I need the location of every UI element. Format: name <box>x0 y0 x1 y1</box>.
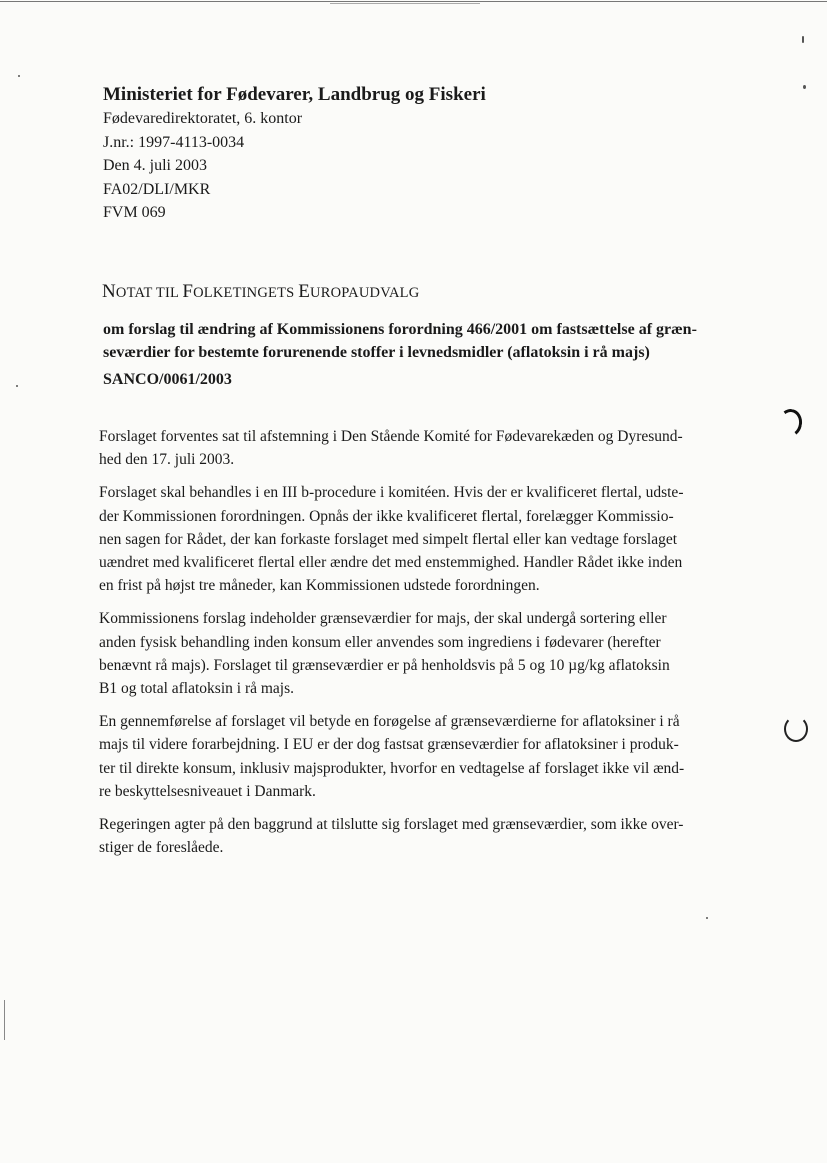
scan-speck <box>706 917 708 919</box>
paragraph-line: uændret med kvalificeret flertal eller ændre det med enstemmighed. Handler Rådet ikke inden <box>99 554 683 572</box>
punch-hole-mark <box>784 716 808 742</box>
initials-reference: FA02/DLI/MKR <box>103 180 211 198</box>
paragraph-government-position <box>99 813 735 859</box>
scan-speck <box>803 85 806 89</box>
title-cap: E <box>298 281 311 302</box>
paragraph-line: anden fysisk behandling inden konsum eller anvendes som ingrediens i fødevarer (herefter <box>99 633 661 651</box>
paragraph-line: Forslaget skal behandles i en III b-procedure i komitéen. Hvis der er kvalificeret flertal, udste- <box>99 484 684 502</box>
paragraph-line: majs til videre forarbejdning. I EU er der dog fastsat grænseværdier for aflatoksiner i produk- <box>99 736 679 754</box>
subject-line: om forslag til ændring af Kommissionens forordning 466/2001 om fastsættelse af græn- <box>103 321 697 338</box>
paragraph-procedure <box>99 481 735 597</box>
paragraph-line: Forslaget forventes sat til afstemning i Den Stående Komité for Fødevarekæden og Dyresund- <box>99 428 683 445</box>
scan-edge-line <box>330 3 480 4</box>
title-rest: UROPAUDVALG <box>310 285 420 301</box>
paragraph-vote-date <box>99 425 735 471</box>
ministry-name: Ministeriet for Fødevarer, Landbrug og Fiskeri <box>103 84 486 105</box>
paragraph-line: B1 og total aflatoksin i rå majs. <box>99 680 295 698</box>
paragraph-proposal-content <box>99 607 735 700</box>
fvm-number: FVM 069 <box>103 204 166 222</box>
title-rest: OLKETINGETS <box>193 285 299 301</box>
paragraph-line: nen sagen for Rådet, der kan forkaste forslaget med simpelt flertal eller kan vedtage forslaget <box>99 530 678 548</box>
scan-speck <box>802 36 804 43</box>
punch-hole-mark <box>776 407 804 439</box>
paragraph-line: Regeringen agter på den baggrund at tilslutte sig forslaget med grænseværdier, som ikke over- <box>99 816 684 834</box>
paragraph-line: re beskyttelsesniveauet i Danmark. <box>99 782 316 800</box>
paragraph-line: ter til direkte konsum, inklusiv majsprodukter, hvorfor en vedtagelse af forslaget ikke vil ænd- <box>99 759 685 777</box>
department-line: Fødevaredirektoratet, 6. kontor <box>103 110 303 127</box>
paragraph-line: En gennemførelse af forslaget vil betyde en forøgelse af grænseværdierne for aflatoksiner i rå <box>99 713 680 731</box>
document-title <box>102 280 419 305</box>
paragraph-line: en frist på højst tre måneder, kan Kommissionen udstede forordningen. <box>99 577 540 595</box>
letterhead <box>103 83 486 225</box>
sanco-reference: SANCO/0061/2003 <box>103 371 232 388</box>
paragraph-line: stiger de foreslåede. <box>99 839 224 857</box>
scan-speck <box>16 385 18 387</box>
document-body <box>99 425 735 869</box>
scan-speck <box>18 75 20 77</box>
subject-heading <box>103 318 733 364</box>
journal-number: J.nr.: 1997-4113-0034 <box>103 133 245 151</box>
paragraph-line: Kommissionens forslag indeholder grænseværdier for majs, der skal undergå sortering eller <box>99 610 667 628</box>
paragraph-line: benævnt rå majs). Forslaget til grænseværdier er på henholdsvis på 5 og 10 µg/kg aflatoksin <box>99 656 670 674</box>
title-cap: F <box>182 281 194 302</box>
title-rest: OTAT TIL <box>115 285 183 301</box>
subject-line: seværdier for bestemte forurenende stoffer i levnedsmidler (aflatoksin i rå majs) <box>103 344 650 361</box>
document-date: Den 4. juli 2003 <box>103 157 207 175</box>
scan-edge-line <box>0 1 827 2</box>
title-cap: N <box>102 281 116 302</box>
scan-edge-mark <box>4 1000 5 1040</box>
paragraph-line: hed den 17. juli 2003. <box>99 451 235 469</box>
paragraph-consequences <box>99 710 735 803</box>
paragraph-line: der Kommissionen forordningen. Opnås der ikke kvalificeret flertal, forelægger Kommissio- <box>99 507 674 525</box>
